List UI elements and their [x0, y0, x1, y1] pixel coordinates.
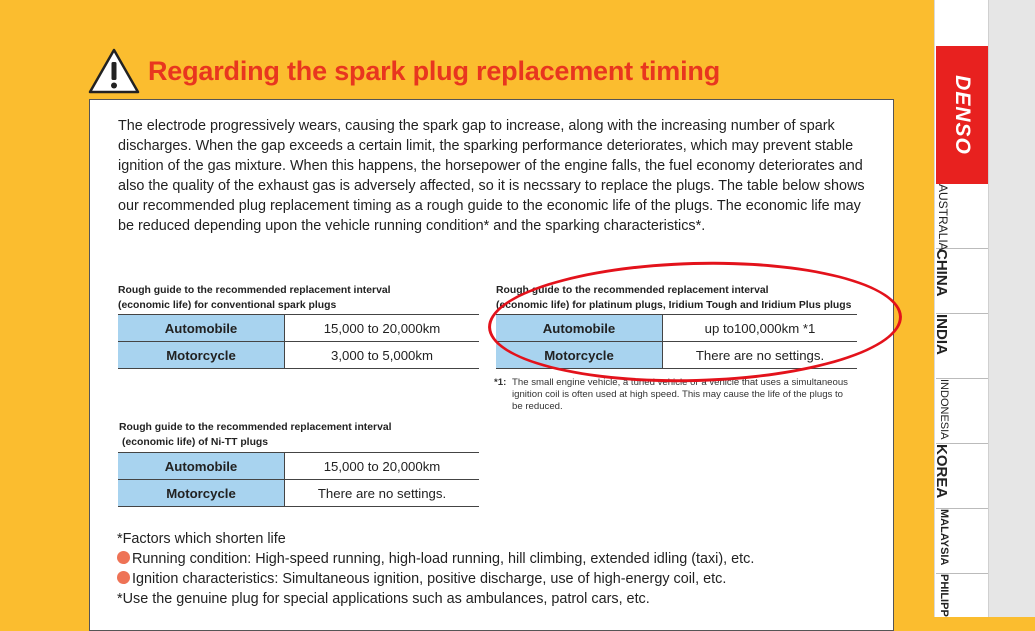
- tab-australia[interactable]: AUSTRALIA: [936, 184, 988, 249]
- row-value: There are no settings.: [285, 480, 480, 507]
- row-label: Automobile: [118, 453, 285, 480]
- factor-ignition: Ignition characteristics: Simultaneous ignition, positive discharge, use of high-energy coil, etc.: [117, 569, 877, 589]
- page-title: Regarding the spark plug replacement timing: [148, 55, 721, 86]
- bullet-dot-icon: [117, 571, 130, 584]
- viewer-scrollbar[interactable]: [988, 0, 1035, 617]
- brand-logo: DENSO: [951, 75, 974, 155]
- conventional-table-caption: Rough guide to the recommended replacement interval (economic life) for conventional spark plugs: [118, 285, 391, 311]
- platinum-table-caption: Rough guide to the recommended replacement interval (economic life) for platinum plugs, Iridium Tough and Iridium Plus plugs: [496, 285, 852, 311]
- table-row: [118, 453, 479, 480]
- row-value: up to100,000km *1: [663, 315, 858, 342]
- tab-philippines[interactable]: PHILIPP: [938, 574, 950, 617]
- tab-indonesia[interactable]: INDONESIA: [936, 379, 988, 444]
- row-value: There are no settings.: [663, 342, 858, 369]
- genuine-plug-note: *Use the genuine plug for special applications such as ambulances, patrol cars, etc.: [117, 591, 650, 607]
- nitt-table-caption: Rough guide to the recommended replacement interval (economic life) of Ni-TT plugs: [119, 422, 392, 448]
- nitt-plug-table: [118, 452, 479, 507]
- footnote-mark: *1:: [494, 377, 507, 388]
- conventional-plug-table: [118, 314, 479, 369]
- intro-paragraph: The electrode progressively wears, causing the spark gap to increase, along with the increasing number of spark discharges. When the gap exceeds a certain limit, the sparking performance deteriorates, which may prevent stable ignition of the gas mixture. When this happens, the horsepower of the engine falls, the fuel economy deteriorates and also the quality of the exhaust gas is adversely affected, so it is necssary to replace the plugs. The table below shows our recommended plug replacement timing as a rough guide to the economic life of the plugs. The economic life may be reduced depending upon the vehicle running condition* and the sparking characteristics*.: [118, 118, 865, 234]
- tab-china[interactable]: CHINA: [936, 249, 988, 314]
- row-label: Motorcycle: [118, 342, 285, 369]
- factors-heading: *Factors which shorten life: [117, 531, 286, 547]
- table-row: [118, 342, 479, 369]
- table-row: [118, 480, 479, 507]
- bullet-dot-icon: [117, 551, 130, 564]
- denso-brand-tab[interactable]: [936, 46, 988, 184]
- row-value: 15,000 to 20,000km: [285, 315, 480, 342]
- factor-running: Running condition: High-speed running, high-load running, hill climbing, extended idling (taxi), etc.: [117, 549, 877, 569]
- warning-icon: [88, 47, 140, 95]
- tab-malaysia[interactable]: MALAYSIA: [936, 509, 988, 574]
- row-label: Automobile: [496, 315, 663, 342]
- row-label: Motorcycle: [118, 480, 285, 507]
- row-label: Automobile: [118, 315, 285, 342]
- footnote: [494, 377, 854, 413]
- row-value: 15,000 to 20,000km: [285, 453, 480, 480]
- tab-korea[interactable]: KOREA: [936, 444, 988, 509]
- tab-india[interactable]: INDIA: [936, 314, 988, 379]
- footnote-text: The small engine vehicle, a tuned vehicle or a vehicle that uses a simultaneous ignition coil is often used at high speed. This may cause the life of the plugs to be reduced.: [512, 377, 848, 412]
- table-row: [118, 315, 479, 342]
- factors-section: [117, 529, 877, 609]
- row-label: Motorcycle: [496, 342, 663, 369]
- title-row: [88, 46, 720, 96]
- row-value: 3,000 to 5,000km: [285, 342, 480, 369]
